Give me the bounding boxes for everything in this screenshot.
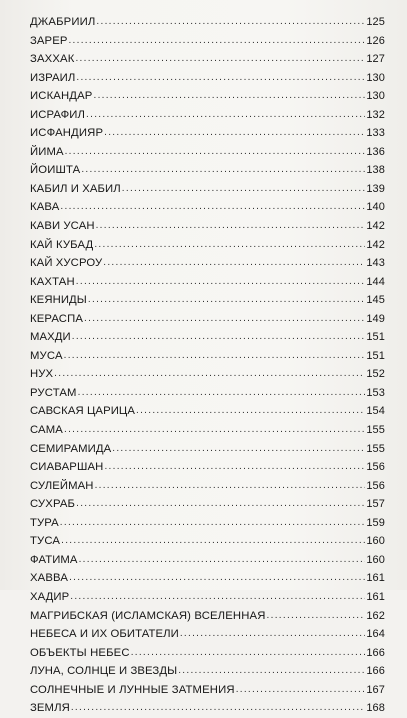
toc-entry-page-number: 160	[366, 535, 385, 548]
toc-entry-page-number: 132	[366, 108, 385, 121]
toc-entry-page-number: 140	[366, 201, 385, 214]
toc-entry-page-number: 133	[366, 127, 385, 140]
toc-entry	[30, 365, 385, 384]
dot-leader	[103, 253, 365, 273]
toc-entry-title: КАЙ КУБАД	[30, 238, 94, 251]
toc-entry	[30, 421, 385, 440]
toc-entry-title: КЕРАСПА	[30, 312, 84, 325]
toc-entry-title: ТУРА	[30, 516, 59, 529]
toc-entry-title: ЗАРЕР	[30, 34, 68, 47]
toc-entry-page-number: 152	[366, 368, 385, 381]
toc-entry	[30, 458, 385, 477]
toc-entry	[30, 328, 385, 347]
toc-entry	[30, 69, 385, 88]
toc-entry	[30, 402, 385, 421]
dot-leader	[64, 420, 365, 440]
toc-entry-title: ЗЕМЛЯ	[30, 702, 70, 715]
dot-leader	[76, 494, 365, 514]
dot-leader	[86, 105, 365, 125]
toc-entry	[30, 495, 385, 514]
dot-leader	[76, 272, 366, 292]
toc-entry-title: ИСКАНДАР	[30, 90, 93, 103]
toc-entry	[30, 477, 385, 496]
toc-entry	[30, 625, 385, 644]
toc-entry-page-number: 155	[366, 442, 385, 455]
dot-leader	[64, 346, 366, 366]
toc-entry-page-number: 130	[366, 90, 385, 103]
dot-leader	[75, 49, 365, 69]
toc-entry-title: КАБИЛ И ХАБИЛ	[30, 182, 121, 195]
dot-leader	[267, 606, 366, 626]
dot-leader	[112, 439, 365, 459]
toc-entry	[30, 198, 385, 217]
dot-leader	[178, 661, 365, 681]
toc-entry-title: НУХ	[30, 368, 54, 381]
toc-entry-page-number: 125	[366, 16, 385, 28]
toc-entry-page-number: 143	[366, 257, 385, 270]
toc-entry-title: КАВА	[30, 201, 60, 214]
toc-entry-page-number: 168	[366, 702, 385, 715]
toc-entry-title: САВСКАЯ ЦАРИЦА	[30, 405, 136, 418]
toc-entry-page-number: 167	[366, 683, 385, 696]
toc-entry-page-number: 166	[366, 665, 385, 678]
toc-entry	[30, 347, 385, 366]
toc-entry-title: РУСТАМ	[30, 386, 77, 399]
toc-entry-title: СЕМИРАМИДА	[30, 442, 112, 455]
toc-entry-title: СОЛНЕЧНЫЕ И ЛУННЫЕ ЗАТМЕНИЯ	[30, 683, 235, 696]
dot-leader	[65, 142, 366, 162]
toc-entry-page-number: 139	[366, 182, 385, 195]
dot-leader	[96, 12, 365, 32]
dot-leader	[60, 513, 366, 533]
toc-entry	[30, 532, 385, 551]
dot-leader	[81, 160, 365, 180]
toc-entry-page-number: 154	[366, 405, 385, 418]
toc-entry-title: ДЖАБРИИЛ	[30, 16, 96, 28]
toc-entry	[30, 699, 385, 718]
toc-entry-page-number: 161	[366, 590, 385, 603]
dot-leader	[95, 476, 366, 496]
toc-entry-title: НЕБЕСА И ИХ ОБИТАТЕЛИ	[30, 628, 179, 641]
toc-entry-page-number: 155	[366, 424, 385, 437]
dot-leader	[236, 680, 366, 700]
toc-entry-title: ЙОИШТА	[30, 164, 81, 177]
toc-entry	[30, 161, 385, 180]
dot-leader	[79, 550, 366, 570]
toc-entry	[30, 13, 385, 32]
dot-leader	[104, 123, 365, 143]
toc-entry-title: КАХТАН	[30, 275, 75, 288]
toc-entry	[30, 551, 385, 570]
toc-entry-page-number: 144	[366, 275, 385, 288]
toc-entry-title: ЙИМА	[30, 145, 64, 158]
toc-entry-page-number: 166	[366, 646, 385, 659]
dot-leader	[71, 698, 366, 718]
dot-leader	[136, 401, 365, 421]
toc-entry-title: ТУСА	[30, 535, 61, 548]
dot-leader	[61, 531, 365, 551]
toc-entry-title: ИСРАФИЛ	[30, 108, 86, 121]
dot-leader	[54, 364, 365, 384]
toc-entry	[30, 588, 385, 607]
toc-entry-page-number: 151	[366, 331, 385, 344]
toc-entry-page-number: 142	[366, 238, 385, 251]
toc-entry-page-number: 156	[366, 461, 385, 474]
dot-leader	[68, 31, 365, 51]
toc-entry-page-number: 161	[366, 572, 385, 585]
toc-entry	[30, 310, 385, 329]
toc-entry	[30, 124, 385, 143]
dot-leader	[104, 457, 365, 477]
toc-entry-page-number: 142	[366, 220, 385, 233]
toc-entry	[30, 514, 385, 533]
toc-entry	[30, 254, 385, 273]
toc-entry-title: САМА	[30, 424, 63, 437]
toc-entry-page-number: 145	[366, 294, 385, 307]
dot-leader	[88, 290, 365, 310]
toc-entry-page-number: 162	[366, 609, 385, 622]
toc-entry	[30, 106, 385, 125]
toc-entry-title: МАХДИ	[30, 331, 71, 344]
toc-entry-page-number: 159	[366, 516, 385, 529]
toc-entry-title: МАГРИБСКАЯ (ИСЛАМСКАЯ) ВСЕЛЕННАЯ	[30, 609, 266, 622]
toc-entry	[30, 180, 385, 199]
toc-entry	[30, 607, 385, 626]
toc-entry-title: СУХРАБ	[30, 498, 76, 511]
toc-entry-page-number: 149	[366, 312, 385, 325]
toc-entry-page-number: 138	[366, 164, 385, 177]
toc-entry-title: ОБЪЕКТЫ НЕБЕС	[30, 646, 130, 659]
dot-leader	[60, 197, 365, 217]
dot-leader	[122, 179, 366, 199]
dot-leader	[93, 86, 365, 106]
toc-entry-page-number: 126	[366, 34, 385, 47]
toc-entry	[30, 87, 385, 106]
toc-entry	[30, 291, 385, 310]
toc-entry-title: СИАВАРШАН	[30, 461, 104, 474]
toc-entry	[30, 681, 385, 700]
toc-entry-page-number: 151	[366, 349, 385, 362]
toc-entry-title: ХАДИР	[30, 590, 70, 603]
toc-entry-page-number: 130	[366, 71, 385, 84]
toc-entry-page-number: 160	[366, 553, 385, 566]
toc-entry	[30, 217, 385, 236]
table-of-contents	[30, 13, 385, 718]
toc-entry-title: ИЗРАИЛ	[30, 71, 76, 84]
toc-entry-title: КАЙ ХУСРОУ	[30, 257, 103, 270]
dot-leader	[76, 68, 365, 88]
dot-leader	[78, 383, 366, 403]
toc-entry-title: ХАВВА	[30, 572, 69, 585]
toc-entry-title: ЛУНА, СОЛНЦЕ И ЗВЕЗДЫ	[30, 665, 178, 678]
toc-entry-page-number: 127	[366, 53, 385, 66]
toc-entry	[30, 569, 385, 588]
dot-leader	[72, 327, 366, 347]
toc-entry-title: СУЛЕЙМАН	[30, 479, 94, 492]
toc-entry	[30, 644, 385, 663]
toc-entry-page-number: 153	[366, 386, 385, 399]
dot-leader	[131, 643, 366, 663]
dot-leader	[69, 568, 365, 588]
toc-entry-page-number: 136	[366, 145, 385, 158]
toc-entry	[30, 384, 385, 403]
dot-leader	[94, 235, 365, 255]
toc-entry-page-number: 164	[366, 628, 385, 641]
toc-entry	[30, 440, 385, 459]
toc-entry-title: ФАТИМА	[30, 553, 78, 566]
toc-entry-title: КЕЯНИДЫ	[30, 294, 87, 307]
toc-entry	[30, 236, 385, 255]
toc-entry-title: КАВИ УСАН	[30, 220, 95, 233]
dot-leader	[180, 624, 366, 644]
toc-entry-page-number: 156	[366, 479, 385, 492]
toc-entry-title: МУСА	[30, 349, 63, 362]
toc-entry-page-number: 157	[366, 498, 385, 511]
dot-leader	[84, 309, 365, 329]
toc-entry-title: ИСФАНДИЯР	[30, 127, 104, 140]
toc-entry	[30, 273, 385, 292]
toc-entry	[30, 143, 385, 162]
toc-entry	[30, 662, 385, 681]
toc-entry	[30, 50, 385, 69]
dot-leader	[96, 216, 366, 236]
toc-entry	[30, 32, 385, 51]
toc-entry-title: ЗАХХАК	[30, 53, 75, 66]
